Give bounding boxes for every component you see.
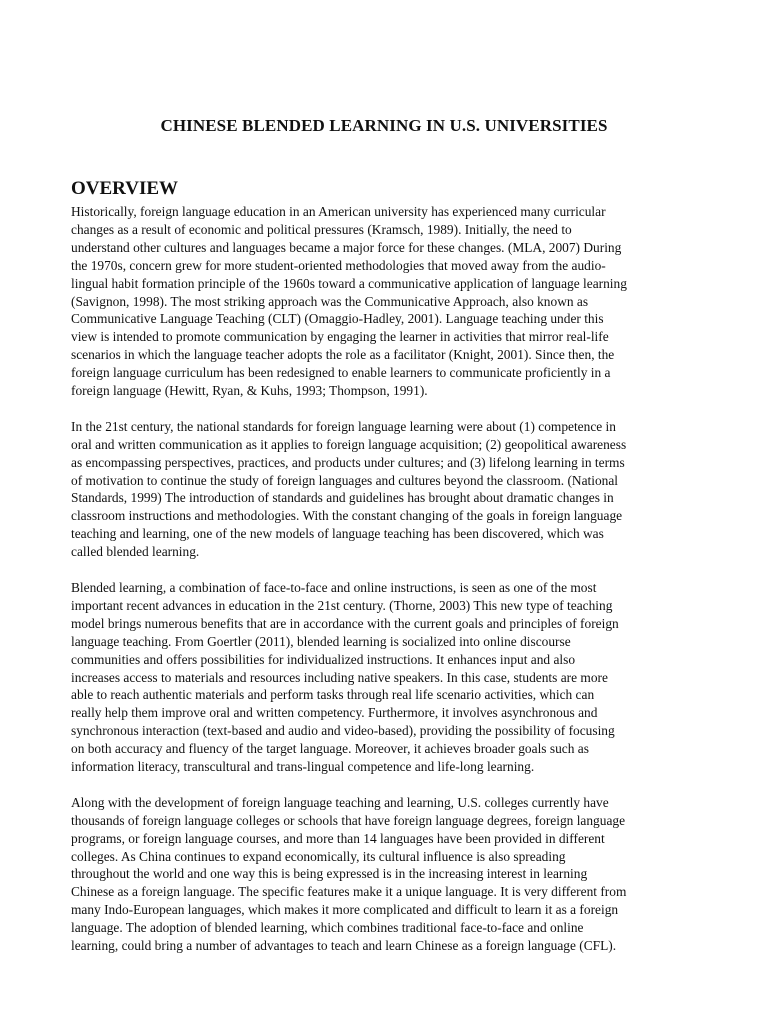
paragraph-line: changes as a result of economic and political pressures (Kramsch, 1989). Initially, the need to: [71, 221, 572, 237]
document-body: [71, 203, 711, 973]
paragraph-line: model brings numerous benefits that are in accordance with the current goals and principles of foreign: [71, 615, 619, 631]
body-paragraph: [71, 418, 711, 561]
paragraph-line: throughout the world and one way this is being expressed is in the increasing interest in learning: [71, 866, 588, 882]
paragraph-line: Along with the development of foreign language teaching and learning, U.S. colleges currently have: [71, 794, 609, 810]
paragraph-line: called blended learning.: [71, 544, 200, 560]
paragraph-line: the 1970s, concern grew for more student-oriented methodologies that moved away from the audio-: [71, 257, 606, 273]
paragraph-line: classroom instructions and methodologies. With the constant changing of the goals in foreign language: [71, 508, 623, 524]
paragraph-line: programs, or foreign language courses, and more than 14 languages have been provided in different: [71, 830, 605, 846]
paragraph-line: important recent advances in education in the 21st century. (Thorne, 2003) This new type of teaching: [71, 597, 613, 613]
paragraph-line: view is intended to promote communication by engaging the learner in activities that mirror real-life: [71, 329, 609, 345]
paragraph-line: understand other cultures and languages became a major force for these changes. (MLA, 2007) During: [71, 239, 622, 255]
document-title: CHINESE BLENDED LEARNING IN U.S. UNIVERSITIES: [160, 116, 608, 135]
paragraph-line: on both accuracy and fluency of the target language. Moreover, it achieves broader goals such as: [71, 741, 589, 757]
paragraph-line: increases access to materials and resources including native speakers. In this case, students are more: [71, 669, 608, 685]
body-paragraph: [71, 579, 711, 776]
paragraph-line: scenarios in which the language teacher adopts the role as a facilitator (Knight, 2001). Since then, the: [71, 347, 615, 363]
body-paragraph: [71, 203, 711, 400]
paragraph-line: foreign language curriculum has been redesigned to enable learners to communicate proficiently in a: [71, 365, 611, 381]
paragraph-line: really help them improve oral and written competency. Furthermore, it involves asynchronous and: [71, 705, 598, 721]
paragraph-line: Standards, 1999) The introduction of standards and guidelines has brought about dramatic changes in: [71, 490, 614, 506]
paragraph-line: able to reach authentic materials and perform tasks through real life scenario activities, which can: [71, 687, 595, 703]
paragraph-line: colleges. As China continues to expand economically, its cultural influence is also spreading: [71, 848, 566, 864]
paragraph-line: Chinese as a foreign language. The specific features make it a unique language. It is very different from: [71, 884, 627, 900]
paragraph-line: foreign language (Hewitt, Ryan, & Kuhs, 1993; Thompson, 1991).: [71, 383, 428, 399]
paragraph-line: learning, could bring a number of advantages to teach and learn Chinese as a foreign language (CFL).: [71, 938, 617, 954]
paragraph-line: of motivation to continue the study of foreign languages and cultures beyond the classroom. (National: [71, 472, 619, 488]
paragraph-line: In the 21st century, the national standards for foreign language learning were about (1) competence in: [71, 418, 616, 434]
paragraph-line: information literacy, transcultural and trans-lingual competence and life-long learning.: [71, 759, 535, 775]
paragraph-line: lingual habit formation principle of the 1960s toward a communicative application of language learning: [71, 275, 627, 291]
paragraph-line: teaching and learning, one of the new models of language teaching has been discovered, which was: [71, 526, 604, 542]
section-heading-overview: OVERVIEW: [71, 178, 179, 199]
paragraph-line: Communicative Language Teaching (CLT) (Omaggio-Hadley, 2001). Language teaching under this: [71, 311, 604, 327]
paragraph-line: thousands of foreign language colleges or schools that have foreign language degrees, foreign language: [71, 812, 626, 828]
paragraph-line: many Indo-European languages, which makes it more complicated and difficult to learn it as a foreign: [71, 902, 619, 918]
paragraph-line: (Savignon, 1998). The most striking approach was the Communicative Approach, also known as: [71, 293, 589, 309]
paragraph-line: as encompassing perspectives, practices, and products under cultures; and (3) lifelong learning in terms: [71, 454, 625, 470]
paragraph-line: oral and written communication as it applies to foreign language acquisition; (2) geopolitical awareness: [71, 436, 627, 452]
paragraph-line: language teaching. From Goertler (2011), blended learning is socialized into online discourse: [71, 633, 571, 649]
body-paragraph: [71, 794, 711, 955]
paragraph-line: language. The adoption of blended learning, which combines traditional face-to-face and online: [71, 920, 584, 936]
paragraph-line: synchronous interaction (text-based and audio and video-based), providing the possibility of focusing: [71, 723, 615, 739]
paragraph-line: Historically, foreign language education in an American university has experienced many curricular: [71, 204, 606, 219]
paragraph-line: communities and offers possibilities for individualized instructions. It enhances input and also: [71, 651, 576, 667]
paragraph-line: Blended learning, a combination of face-to-face and online instructions, is seen as one of the most: [71, 580, 597, 595]
